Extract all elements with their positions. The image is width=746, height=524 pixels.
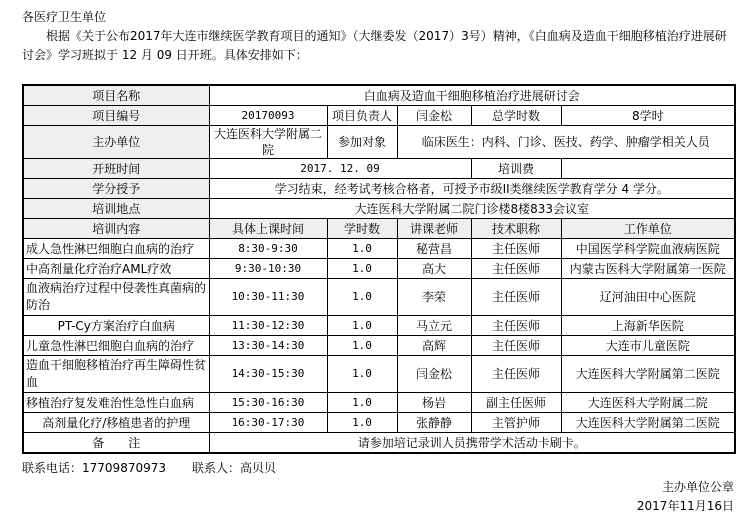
table-row	[23, 279, 735, 316]
project-no-label: 项目编号	[23, 106, 209, 126]
session-unit: 上海新华医院	[561, 316, 735, 336]
table-row	[23, 316, 735, 336]
session-teacher: 高辉	[397, 336, 471, 356]
header-content: 培训内容	[23, 219, 209, 239]
start-label: 开班时间	[23, 159, 209, 179]
session-teacher: 张静静	[397, 413, 471, 433]
session-time: 8:30-9:30	[209, 239, 327, 259]
project-name: 白血病及造血干细胞移植治疗进展研讨会	[209, 85, 735, 106]
session-title: 主任医师	[471, 336, 561, 356]
leader: 闫金松	[397, 106, 471, 126]
session-teacher: 杨岩	[397, 393, 471, 413]
notice-addressee: 各医疗卫生单位	[22, 10, 107, 24]
remark: 请参加培记录训人员携带学术活动卡刷卡。	[209, 433, 735, 454]
session-hours: 1.0	[327, 279, 397, 316]
session-title: 主任医师	[471, 316, 561, 336]
row-start	[23, 159, 735, 179]
total-hours: 8学时	[561, 106, 735, 126]
credit: 学习结束，经考试考核合格者，可授予市级II类继续医学教育学分 4 学分。	[209, 179, 735, 199]
row-project-no	[23, 106, 735, 126]
training-schedule-table	[22, 84, 736, 454]
table-row	[23, 356, 735, 393]
phone-number: 17709870973	[82, 461, 166, 475]
session-content: 高剂量化疗/移植患者的护理	[23, 413, 209, 433]
leader-label: 项目负责人	[327, 106, 397, 126]
table-row	[23, 336, 735, 356]
session-content: 血液病治疗过程中侵袭性真菌病的防治	[23, 279, 209, 316]
location: 大连医科大学附属二院门诊楼8楼833会议室	[209, 199, 735, 219]
session-time: 14:30-15:30	[209, 356, 327, 393]
table-row	[23, 393, 735, 413]
table-row	[23, 413, 735, 433]
header-time: 具体上课时间	[209, 219, 327, 239]
seal-text: 主办单位公章	[661, 480, 734, 494]
session-teacher: 闫金松	[397, 356, 471, 393]
row-credit	[23, 179, 735, 199]
notice-body: 根据《关于公布2017年大连市继续医学教育项目的通知》（大继委发（2017）3号）精神，《白血病及造血干细胞移植治疗进展研讨会》学习班拟于 12 月 09 日开班。具体安排如下：	[22, 29, 727, 62]
start-date: 2017. 12. 09	[209, 159, 471, 179]
session-hours: 1.0	[327, 259, 397, 279]
host-label: 主办单位	[23, 126, 209, 159]
session-hours: 1.0	[327, 356, 397, 393]
session-hours: 1.0	[327, 239, 397, 259]
table-row	[23, 239, 735, 259]
row-host	[23, 126, 735, 159]
credit-label: 学分授予	[23, 179, 209, 199]
schedule-header-row	[23, 219, 735, 239]
session-content: 造血干细胞移植治疗再生障碍性贫血	[23, 356, 209, 393]
audience: 临床医生：内科、门诊、医技、药学、肿瘤学相关人员	[397, 126, 735, 159]
session-title: 副主任医师	[471, 393, 561, 413]
fee-label: 培训费	[471, 159, 561, 179]
header-unit: 工作单位	[561, 219, 735, 239]
session-unit: 大连医科大学附属二院	[561, 393, 735, 413]
total-hours-label: 总学时数	[471, 106, 561, 126]
session-time: 10:30-11:30	[209, 279, 327, 316]
session-time: 15:30-16:30	[209, 393, 327, 413]
header-title: 技术职称	[471, 219, 561, 239]
signature-date: 2017年11月16日	[636, 499, 734, 513]
session-time: 9:30-10:30	[209, 259, 327, 279]
contact-line	[22, 459, 276, 476]
session-hours: 1.0	[327, 336, 397, 356]
session-teacher: 高大	[397, 259, 471, 279]
session-hours: 1.0	[327, 413, 397, 433]
location-label: 培训地点	[23, 199, 209, 219]
row-remark	[23, 433, 735, 454]
session-content: 中高剂量化疗治疗AML疗效	[23, 259, 209, 279]
contact-person: 高贝贝	[240, 461, 277, 475]
session-content: 成人急性淋巴细胞白血病的治疗	[23, 239, 209, 259]
project-name-label: 项目名称	[23, 85, 209, 106]
session-unit: 大连医科大学附属第二医院	[561, 356, 735, 393]
session-unit: 大连医科大学附属第二医院	[561, 413, 735, 433]
row-project-name	[23, 85, 735, 106]
audience-label: 参加对象	[327, 126, 397, 159]
session-time: 11:30-12:30	[209, 316, 327, 336]
contact-person-label: 联系人：	[192, 461, 241, 475]
session-hours: 1.0	[327, 393, 397, 413]
session-title: 主管护师	[471, 413, 561, 433]
header-hours: 学时数	[327, 219, 397, 239]
session-unit: 内蒙古医科大学附属第一医院	[561, 259, 735, 279]
fee	[561, 159, 735, 179]
row-location	[23, 199, 735, 219]
header-teacher: 讲课老师	[397, 219, 471, 239]
remark-label: 备 注	[23, 433, 209, 454]
session-title: 主任医师	[471, 279, 561, 316]
session-unit: 大连市儿童医院	[561, 336, 735, 356]
session-teacher: 李荣	[397, 279, 471, 316]
project-no: 20170093	[209, 106, 327, 126]
session-teacher: 秘营昌	[397, 239, 471, 259]
session-content: PT-Cy方案治疗白血病	[23, 316, 209, 336]
session-unit: 辽河油田中心医院	[561, 279, 735, 316]
host: 大连医科大学附属二院	[209, 126, 327, 159]
session-content: 移植治疗复发难治性急性白血病	[23, 393, 209, 413]
session-teacher: 马立元	[397, 316, 471, 336]
session-content: 儿童急性淋巴细胞白血病的治疗	[23, 336, 209, 356]
notice-intro	[22, 8, 734, 65]
signature-block	[637, 478, 734, 516]
session-hours: 1.0	[327, 316, 397, 336]
table-row	[23, 259, 735, 279]
session-title: 主任医师	[471, 239, 561, 259]
session-time: 16:30-17:30	[209, 413, 327, 433]
session-unit: 中国医学科学院血液病医院	[561, 239, 735, 259]
session-title: 主任医师	[471, 259, 561, 279]
phone-label: 联系电话：	[22, 461, 83, 475]
session-time: 13:30-14:30	[209, 336, 327, 356]
session-title: 主任医师	[471, 356, 561, 393]
